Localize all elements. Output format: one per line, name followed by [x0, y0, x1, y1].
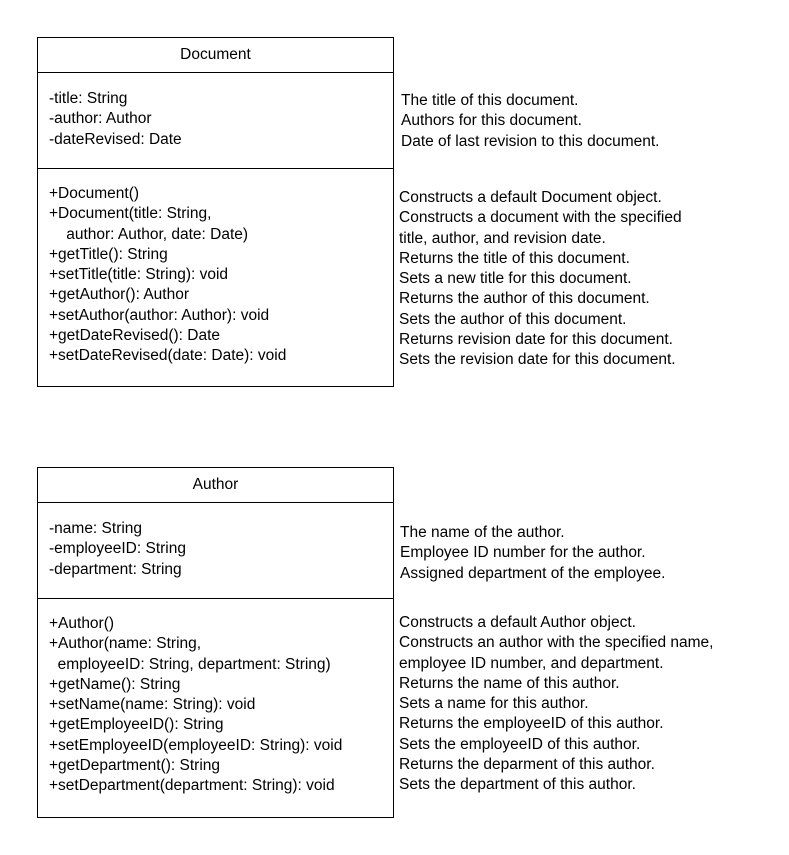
author-method: +Author(name: String,	[49, 635, 202, 653]
author-method: +setEmployeeID(employeeID: String): void	[49, 736, 343, 754]
document-method: +setDateRevised(date: Date): void	[49, 347, 287, 365]
document-attributes-compartment	[38, 73, 393, 169]
document-method: +setAuthor(author: Author): void	[49, 306, 270, 324]
document-method: +setTitle(title: String): void	[49, 266, 229, 284]
author-method-description: employee ID number, and department.	[399, 654, 664, 672]
document-attribute-description: Authors for this document.	[401, 112, 582, 130]
author-method-description: Constructs a default Author object.	[399, 614, 636, 631]
author-method: +getDepartment(): String	[49, 757, 221, 775]
author-methods-compartment	[38, 599, 393, 797]
author-method-description: Returns the name of this author.	[399, 674, 620, 692]
document-attribute-descriptions	[401, 91, 789, 152]
author-attribute: -department: String	[49, 560, 182, 578]
author-method-description: Returns the employeeID of this author.	[399, 715, 664, 733]
author-class-box	[37, 467, 394, 818]
document-method-description: Constructs a document with the specified	[399, 209, 682, 227]
document-method: +getTitle(): String	[49, 245, 168, 263]
author-attribute-description: Assigned department of the employee.	[400, 564, 666, 582]
author-method-description: Sets a name for this author.	[399, 695, 589, 713]
document-method-description: Constructs a default Document object.	[399, 189, 662, 206]
document-method-description: Sets the author of this document.	[399, 310, 627, 328]
document-method-description: Sets the revision date for this document.	[399, 351, 676, 369]
document-method-description: Sets a new title for this document.	[399, 270, 632, 288]
author-method: +getEmployeeID(): String	[49, 716, 224, 734]
author-class-name	[38, 468, 393, 503]
document-method-descriptions	[399, 188, 788, 371]
author-method: +setDepartment(department: String): void	[49, 777, 335, 795]
document-method-description: Returns the author of this document.	[399, 290, 650, 308]
document-method-description: Returns revision date for this document.	[399, 331, 673, 349]
author-attributes-compartment	[38, 503, 393, 599]
author-attribute-descriptions	[400, 523, 789, 584]
author-method-description: Returns the deparment of this author.	[399, 756, 655, 774]
author-method: employeeID: String, department: String)	[49, 655, 331, 673]
document-attribute: -title: String	[49, 90, 128, 107]
author-attribute-description: The name of the author.	[400, 524, 565, 541]
author-method-description: Constructs an author with the specified name,	[399, 634, 714, 652]
document-attribute-description: The title of this document.	[401, 92, 579, 109]
document-method: +Document()	[49, 185, 140, 202]
document-methods-compartment	[38, 169, 393, 367]
document-method: +getAuthor(): Author	[49, 286, 190, 304]
author-attribute: -name: String	[49, 520, 143, 537]
document-method: +getDateRevised(): Date	[49, 327, 221, 345]
author-method-descriptions	[399, 613, 788, 796]
document-attribute-description: Date of last revision to this document.	[401, 132, 660, 150]
document-method: author: Author, date: Date)	[49, 225, 249, 243]
document-method: +Document(title: String,	[49, 205, 212, 223]
author-method: +setName(name: String): void	[49, 696, 256, 714]
document-method-description: Returns the title of this document.	[399, 249, 630, 267]
author-method-description: Sets the employeeID of this author.	[399, 735, 641, 753]
author-method: +Author()	[49, 615, 115, 632]
author-attribute: -employeeID: String	[49, 540, 186, 558]
document-attribute: -author: Author	[49, 110, 152, 128]
author-method: +getName(): String	[49, 675, 181, 693]
document-class-name	[38, 38, 393, 73]
document-method-description: title, author, and revision date.	[399, 229, 606, 247]
author-class-title: Author	[192, 476, 239, 493]
document-class-title: Document	[180, 46, 251, 63]
document-class-box	[37, 37, 394, 387]
author-attribute-description: Employee ID number for the author.	[400, 544, 646, 562]
author-method-description: Sets the department of this author.	[399, 776, 636, 794]
document-attribute: -dateRevised: Date	[49, 130, 182, 148]
